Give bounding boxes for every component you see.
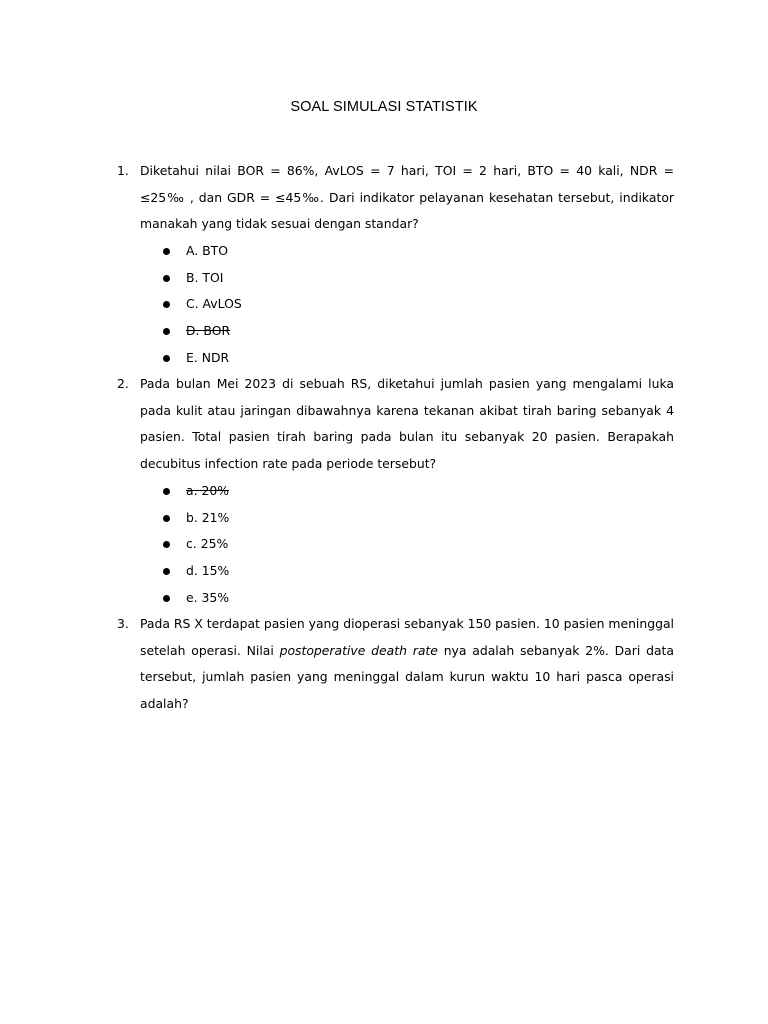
answer-options <box>0 478 768 611</box>
question-number: 3. <box>117 616 129 631</box>
answer-option <box>0 265 768 292</box>
bullet-icon <box>163 568 170 575</box>
question-text-start: Pada RS X terdapat pasien yang dioperasi sebanyak 150 pasien. 10 pasien meninggal setelah operasi. Nilai <box>140 616 674 658</box>
answer-option <box>0 558 768 585</box>
bullet-icon <box>163 248 170 255</box>
answer-option <box>0 531 768 558</box>
option-label: A. BTO <box>186 243 228 258</box>
option-label: B. TOI <box>186 269 224 285</box>
question-text-italic: postoperative death rate <box>279 642 438 658</box>
answer-option <box>0 291 768 318</box>
question-text: Pada bulan Mei 2023 di sebuah RS, diketahui jumlah pasien yang mengalami luka pada kulit atau jaringan dibawahnya karena tekanan akibat tirah baring sebanyak 4 pasien. Total pasien tirah baring pada bulan itu sebanyak 20 pasien. Berapakah decubitus infection rate pada periode tersebut? <box>140 376 674 472</box>
answer-option <box>0 345 768 372</box>
answer-option-struck <box>0 318 768 345</box>
answer-option <box>0 585 768 612</box>
bullet-icon <box>163 328 170 335</box>
answer-option <box>0 505 768 532</box>
bullet-icon <box>163 488 170 495</box>
question-number: 2. <box>117 376 129 391</box>
bullet-icon <box>163 595 170 602</box>
answer-option <box>0 238 768 265</box>
bullet-icon <box>163 301 170 308</box>
bullet-icon <box>163 515 170 522</box>
option-label: D. BOR <box>186 323 231 339</box>
question-text: Diketahui nilai BOR = 86%, AvLOS = 7 hari, TOI = 2 hari, BTO = 40 kali, NDR = ≤25‰ , dan GDR = ≤45‰. Dari indikator pelayanan kesehatan tersebut, indikator manakah yang tidak sesuai dengan standar? <box>140 163 674 232</box>
answer-option-struck <box>0 478 768 505</box>
answer-options <box>0 238 768 371</box>
bullet-icon <box>163 355 170 362</box>
question-text-end: nya adalah sebanyak 2%. Dari data tersebut, jumlah pasien yang meninggal dalam kurun waktu 10 hari pasca operasi adalah? <box>140 642 674 712</box>
document-title: SOAL SIMULASI STATISTIK <box>290 99 478 115</box>
bullet-icon <box>163 275 170 282</box>
option-label: d. 15% <box>186 563 230 579</box>
option-label: e. 35% <box>186 589 230 605</box>
option-label: b. 21% <box>186 509 230 525</box>
option-label: c. 25% <box>186 536 229 552</box>
option-label: C. AvLOS <box>186 296 242 312</box>
bullet-icon <box>163 541 170 548</box>
question-number: 1. <box>117 163 129 178</box>
option-label: E. NDR <box>186 349 230 365</box>
option-label: a. 20% <box>186 483 230 498</box>
question-text <box>140 611 674 718</box>
